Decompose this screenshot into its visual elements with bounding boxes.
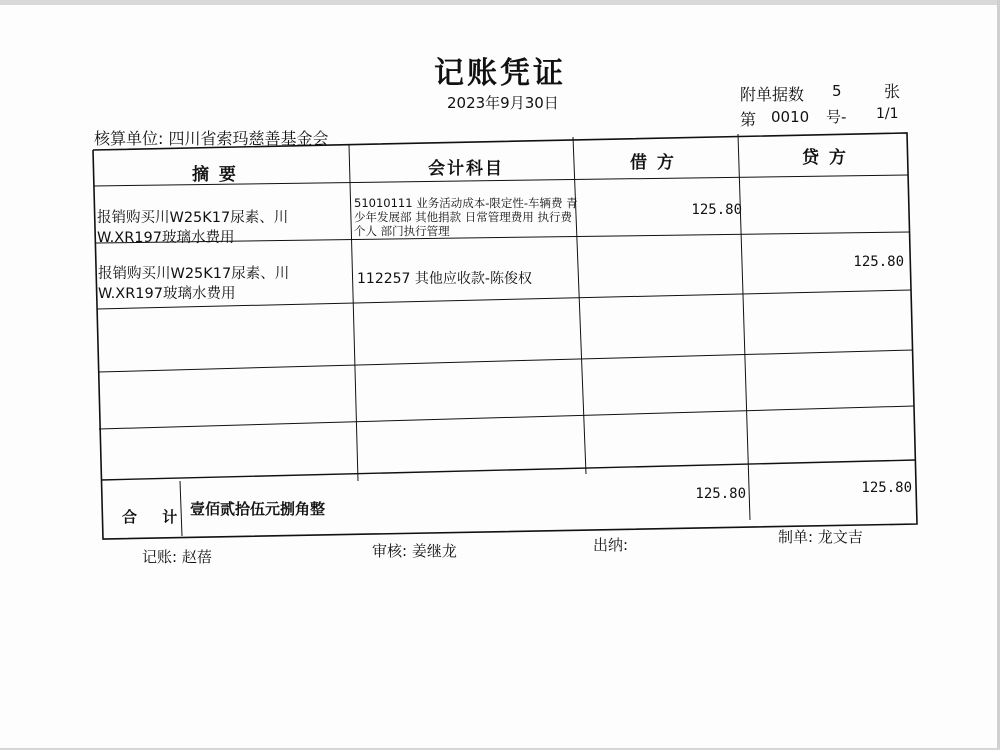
reviewer: 审核: 姜继龙 [372,542,457,560]
header-account: 会计科目 [428,159,504,179]
total-label: 合 计 [122,508,188,526]
row-2-account: 112257 其他应收款-陈俊权 [357,271,532,287]
bookkeeper: 记账: 赵蓓 [142,548,212,566]
scan-edge [0,0,1000,5]
row-2-credit: 125.80 [853,254,904,270]
preparer: 制单: 龙文吉 [778,528,863,546]
voucher-date: 2023年9月30日 [447,94,559,112]
accounting-unit: 核算单位: 四川省索玛慈善基金会 [94,129,329,148]
attachments-unit: 张 [884,82,901,101]
voucher-number-suffix: 号- [826,108,847,126]
total-debit: 125.80 [695,486,746,502]
voucher-number: 0010 [771,108,810,126]
voucher-number-prefix: 第 [740,110,757,129]
voucher-table [92,128,918,540]
voucher-page-count: 1/1 [876,106,899,122]
header-debit: 借 方 [630,153,676,173]
row-1-debit: 125.80 [691,202,742,218]
row-1-summary: 报销购买川W25K17尿素、川W.XR197玻璃水费用 [97,210,289,246]
total-credit: 125.80 [861,480,912,496]
table-grid [92,128,918,540]
cashier: 出纳: [593,536,629,554]
header-credit: 贷 方 [802,148,848,168]
total-amount-in-words: 壹佰贰拾伍元捌角整 [190,500,326,518]
voucher-title: 记账凭证 [434,56,566,91]
attachments-label: 附单据数 [740,85,805,104]
row-2-summary: 报销购买川W25K17尿素、川W.XR197玻璃水费用 [98,266,290,302]
attachments-count: 5 [832,82,842,100]
header-summary: 摘 要 [192,165,238,185]
row-1-account: 51010111 业务活动成本-限定性-车辆费 青少年发展部 其他捐款 日常管理费用 执行费 个人 部门执行管理 [354,196,578,238]
